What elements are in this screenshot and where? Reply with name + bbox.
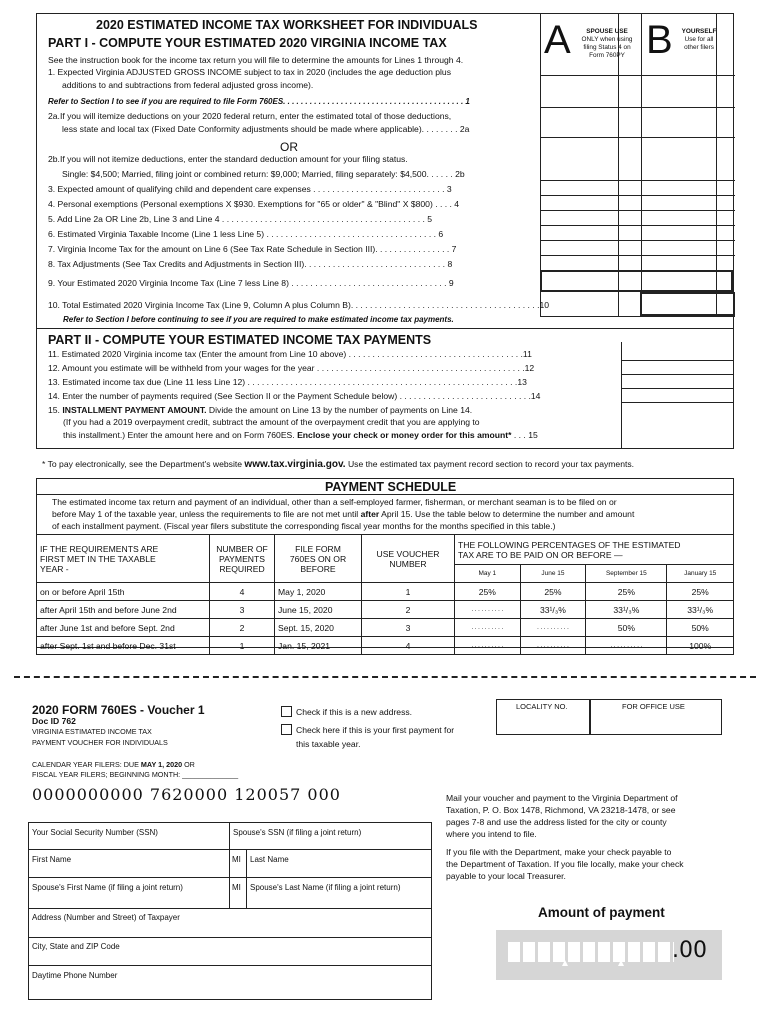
line-8: 8. Tax Adjustments (See Tax Credits and Adjustments in Section III). . . . . . . . . . . . . . . . . . . . . . . . . . . . . . 8 [48, 259, 453, 269]
amount-field[interactable] [496, 930, 722, 980]
line-2a: less state and local tax (Fixed Date Conformity adjustments should be made where applicable). . . . . . . . 2a [62, 124, 470, 134]
millions-marker-icon [618, 960, 624, 966]
col-header-voucher: USE VOUCHER NUMBER [362, 535, 455, 583]
col-header-divider [540, 75, 735, 76]
cell-payments: 2 [210, 619, 275, 637]
city-state-zip-field[interactable]: City, State and ZIP Code [32, 942, 120, 951]
line-10: 10. Total Estimated 2020 Virginia Income Tax (Line 9, Column A plus Column B). . . . . . . . . . . . . . . . . . . . . . . . . . . . . . . . . . . . . . . .10 [48, 300, 550, 310]
spouse-ssn-field[interactable]: Spouse's SSN (if filing a joint return) [233, 828, 362, 837]
schedule-table [36, 534, 734, 655]
cell-pct-september: 25% [586, 583, 667, 601]
cell-file-date: Jan. 15, 2021 [275, 637, 362, 655]
part2-title: PART II - COMPUTE YOUR ESTIMATED INCOME TAX PAYMENTS [48, 333, 432, 347]
cell-file-date: May 1, 2020 [275, 583, 362, 601]
col-b-label: YOURSELF Use for all other filers [681, 28, 717, 51]
payable-instructions-2: the Department of Taxation. If you file locally, make your check [446, 859, 684, 869]
line-12: 12. Amount you estimate will be withheld from your wages for the year . . . . . . . . . . . . . . . . . . . . . . . . . . . . . . . . . . . . . . . . . . . .12 [48, 363, 535, 373]
line-15: 15. INSTALLMENT PAYMENT AMOUNT. Divide the amount on Line 13 by the number of payments on Line 14. [48, 405, 473, 415]
line-9-entry-box[interactable] [540, 270, 733, 292]
cell-payments: 1 [210, 637, 275, 655]
col-header-payments: NUMBER OF PAYMENTS REQUIRED [210, 535, 275, 583]
first-payment-checkbox[interactable] [281, 724, 292, 735]
line-7: 7. Virginia Income Tax for the amount on Line 6 (See Tax Rate Schedule in Section III). . . . . . . . . . . . . . . . 7 [48, 244, 457, 254]
line-1b: additions to and subtractions from federal adjusted gross income). [62, 80, 314, 90]
voucher-doc-id: Doc ID 762 [32, 716, 76, 726]
cell-pct-january: 50% [667, 619, 734, 637]
line-2a-1: 2a.If you will itemize deductions on your 2020 federal return, enter the estimated total of those deductions, [48, 111, 452, 121]
amount-digit-boxes[interactable] [508, 942, 674, 962]
part-divider [36, 328, 734, 329]
col-b-letter: B [646, 18, 673, 62]
mail-instructions-2: Taxation, P. O. Box 1478, Richmond, VA 23218-1478, or see [446, 805, 676, 815]
cell-payments: 4 [210, 583, 275, 601]
electronic-payment-note: * To pay electronically, see the Department's website www.tax.virginia.gov. Use the estimated tax payment record section to record your tax payments. [42, 459, 635, 470]
scanline: 0000000000 7620000 120057 000 [32, 785, 341, 804]
line-2b-1: 2b.If you will not itemize deductions, enter the standard deduction amount for your filing status. [48, 154, 408, 164]
line-10-entry-box[interactable] [640, 292, 735, 316]
col-a-letter: A [544, 18, 571, 62]
line-11: 11. Estimated 2020 Virginia income tax (Enter the amount from Line 10 above) . . . . . . . . . . . . . . . . . . . . . . . . . . . . . . . . . . . . .11 [48, 349, 532, 359]
line-5: 5. Add Line 2a OR Line 2b, Line 3 and Line 4 . . . . . . . . . . . . . . . . . . . . . . . . . . . . . . . . . . . . . . . . . . . 5 [48, 214, 433, 224]
amount-title: Amount of payment [538, 905, 665, 920]
col-header-requirements: IF THE REQUIREMENTS ARE FIRST MET IN THE TAXABLE YEAR - [37, 535, 210, 583]
thousands-marker-icon [562, 960, 568, 966]
line-2b: Single: $4,500; Married, filing joint or combined return: $9,000; Married, filing separately: $4,500. . . . . . 2b [62, 169, 465, 179]
cell-requirement: after April 15th and before June 2nd [37, 601, 210, 619]
cell-pct-september: 50% [586, 619, 667, 637]
cell-requirement: on or before April 15th [37, 583, 210, 601]
new-address-checkbox[interactable] [281, 706, 292, 717]
first-payment-label-2: this taxable year. [296, 739, 361, 749]
mail-instructions-3: pages 7-8 and use the address listed for the city or county [446, 817, 667, 827]
cell-pct-january: 25% [667, 583, 734, 601]
mi-field[interactable]: MI [232, 855, 241, 864]
first-payment-label: Check here if this is your first payment for [296, 725, 455, 735]
col-header-file-date: FILE FORM 760ES ON OR BEFORE [275, 535, 362, 583]
amount-cents: .00 [672, 938, 707, 963]
schedule-text-3: of each installment payment. (Fiscal year filers substitute the corresponding fiscal year months for the months specified in this table.) [52, 521, 556, 531]
cell-file-date: Sept. 15, 2020 [275, 619, 362, 637]
cell-pct-may: . . . . . . . . . . [455, 619, 521, 637]
line-15-note: (If you had a 2019 overpayment credit, subtract the amount of the overpayment credit that you are applying to [63, 417, 480, 427]
cell-payments: 3 [210, 601, 275, 619]
payable-instructions-1: If you file with the Department, make your check payable to [446, 847, 672, 857]
part1-title: PART I - COMPUTE YOUR ESTIMATED 2020 VIRGINIA INCOME TAX [48, 36, 447, 50]
cell-pct-september: 33¹/₃% [586, 601, 667, 619]
cell-file-date: June 15, 2020 [275, 601, 362, 619]
mail-instructions-4: where you intend to file. [446, 829, 537, 839]
line-1: Refer to Section I to see if you are required to file Form 760ES. . . . . . . . . . . . . . . . . . . . . . . . . . . . . . . . . . . . . . . . . 1 [48, 97, 470, 106]
first-name-field[interactable]: First Name [32, 855, 72, 864]
cell-pct-june: . . . . . . . . . . [520, 619, 586, 637]
schedule-text-1: The estimated income tax return and payment of an individual, other than a self-employed farmer, fisherman, or merchant seaman is to be filed on or [52, 497, 617, 507]
line-15-instruction: this installment.) Enter the amount here and on Form 760ES. Enclose your check or money order for this amount* . . . 15 [63, 430, 538, 440]
cell-requirement: after Sept. 1st and before Dec. 31st [37, 637, 210, 655]
line-3: 3. Expected amount of qualifying child and dependent care expenses . . . . . . . . . . . . . . . . . . . . . . . . . . . . 3 [48, 184, 452, 194]
cut-line [14, 676, 756, 678]
line-9: 9. Your Estimated 2020 Virginia Income Tax (Line 7 less Line 8) . . . . . . . . . . . . . . . . . . . . . . . . . . . . . . . . . 9 [48, 278, 454, 288]
table-row [37, 637, 734, 655]
address-field[interactable]: Address (Number and Street) of Taxpayer [32, 913, 180, 922]
cell-pct-june: 25% [520, 583, 586, 601]
part1-intro: See the instruction book for the income tax return you will file to determine the amounts for Lines 1 through 4. [48, 55, 464, 65]
table-row [37, 601, 734, 619]
cell-pct-may: 25% [455, 583, 521, 601]
cell-pct-may: . . . . . . . . . . [455, 637, 521, 655]
cell-voucher: 2 [362, 601, 455, 619]
fiscal-year-line: FISCAL YEAR FILERS; BEGINNING MONTH: ______________ [32, 770, 239, 779]
spouse-last-name-field[interactable]: Spouse's Last Name (if filing a joint return) [250, 883, 401, 892]
voucher-subtitle-1: VIRGINIA ESTIMATED INCOME TAX [32, 727, 152, 736]
line-1a: 1. Expected Virginia ADJUSTED GROSS INCOME subject to tax in 2020 (includes the age deduction plus [48, 67, 451, 77]
spouse-first-name-field[interactable]: Spouse's First Name (if filing a joint return) [32, 883, 183, 892]
cell-pct-january: 100% [667, 637, 734, 655]
month-september: September 15 [586, 565, 667, 583]
new-address-label: Check if this is a new address. [296, 707, 413, 717]
or-separator: OR [280, 140, 298, 154]
worksheet-title: 2020 ESTIMATED INCOME TAX WORKSHEET FOR INDIVIDUALS [96, 18, 478, 32]
col-header-percentages: THE FOLLOWING PERCENTAGES OF THE ESTIMATED TAX ARE TO BE PAID ON OR BEFORE — [455, 535, 734, 565]
due-date-line: CALENDAR YEAR FILERS: DUE MAY 1, 2020 OR [32, 760, 195, 769]
ssn-field[interactable]: Your Social Security Number (SSN) [32, 828, 158, 837]
table-row [37, 619, 734, 637]
cell-pct-june: . . . . . . . . . . [520, 637, 586, 655]
cell-pct-january: 33¹/₃% [667, 601, 734, 619]
line-6: 6. Estimated Virginia Taxable Income (Line 1 less Line 5) . . . . . . . . . . . . . . . . . . . . . . . . . . . . . . . . . . . . 6 [48, 229, 444, 239]
line-13: 13. Estimated income tax due (Line 11 less Line 12) . . . . . . . . . . . . . . . . . . . . . . . . . . . . . . . . . . . . . . . . . . . . . . . . . . . . . . . . .13 [48, 377, 527, 387]
cell-requirement: after June 1st and before Sept. 2nd [37, 619, 210, 637]
month-may: May 1 [455, 565, 521, 583]
schedule-title: PAYMENT SCHEDULE [325, 480, 457, 494]
cell-pct-september: . . . . . . . . . . [586, 637, 667, 655]
line-10-note: Refer to Section I before continuing to see if you are required to make estimated income tax payments. [63, 315, 454, 324]
cell-voucher: 4 [362, 637, 455, 655]
col-a-label: SPOUSE USE ONLY when using filing Status 4 on Form 760PY [581, 28, 633, 59]
line-14: 14. Enter the number of payments required (See Section II or the Payment Schedule below) . . . . . . . . . . . . . . . . . . . . . . . . . . . .14 [48, 391, 541, 401]
month-january: January 15 [667, 565, 734, 583]
schedule-text-2: before May 1 of the taxable year, unless the requirements to file are not met until after April 15. Use the table below to determine the number and amount [52, 509, 635, 519]
phone-field[interactable]: Daytime Phone Number [32, 971, 118, 980]
mail-instructions-1: Mail your voucher and payment to the Virginia Department of [446, 793, 678, 803]
office-use-label: FOR OFFICE USE [622, 702, 685, 711]
cell-voucher: 1 [362, 583, 455, 601]
voucher-subtitle-2: PAYMENT VOUCHER FOR INDIVIDUALS [32, 738, 168, 747]
tax-website-link[interactable]: www.tax.virginia.gov. [244, 459, 346, 470]
month-june: June 15 [520, 565, 586, 583]
line-4: 4. Personal exemptions (Personal exemptions X $930. Exemptions for "65 or older" & "Blind" X $800) . . . . 4 [48, 199, 460, 209]
last-name-field[interactable]: Last Name [250, 855, 289, 864]
payable-instructions-3: payable to your local Treasurer. [446, 871, 566, 881]
table-row [37, 583, 734, 601]
cell-pct-june: 33¹/₃% [520, 601, 586, 619]
spouse-mi-field[interactable]: MI [232, 883, 241, 892]
cell-voucher: 3 [362, 619, 455, 637]
cell-pct-may: . . . . . . . . . . [455, 601, 521, 619]
locality-label: LOCALITY NO. [516, 702, 568, 711]
voucher-title: 2020 FORM 760ES - Voucher 1 [32, 703, 205, 717]
